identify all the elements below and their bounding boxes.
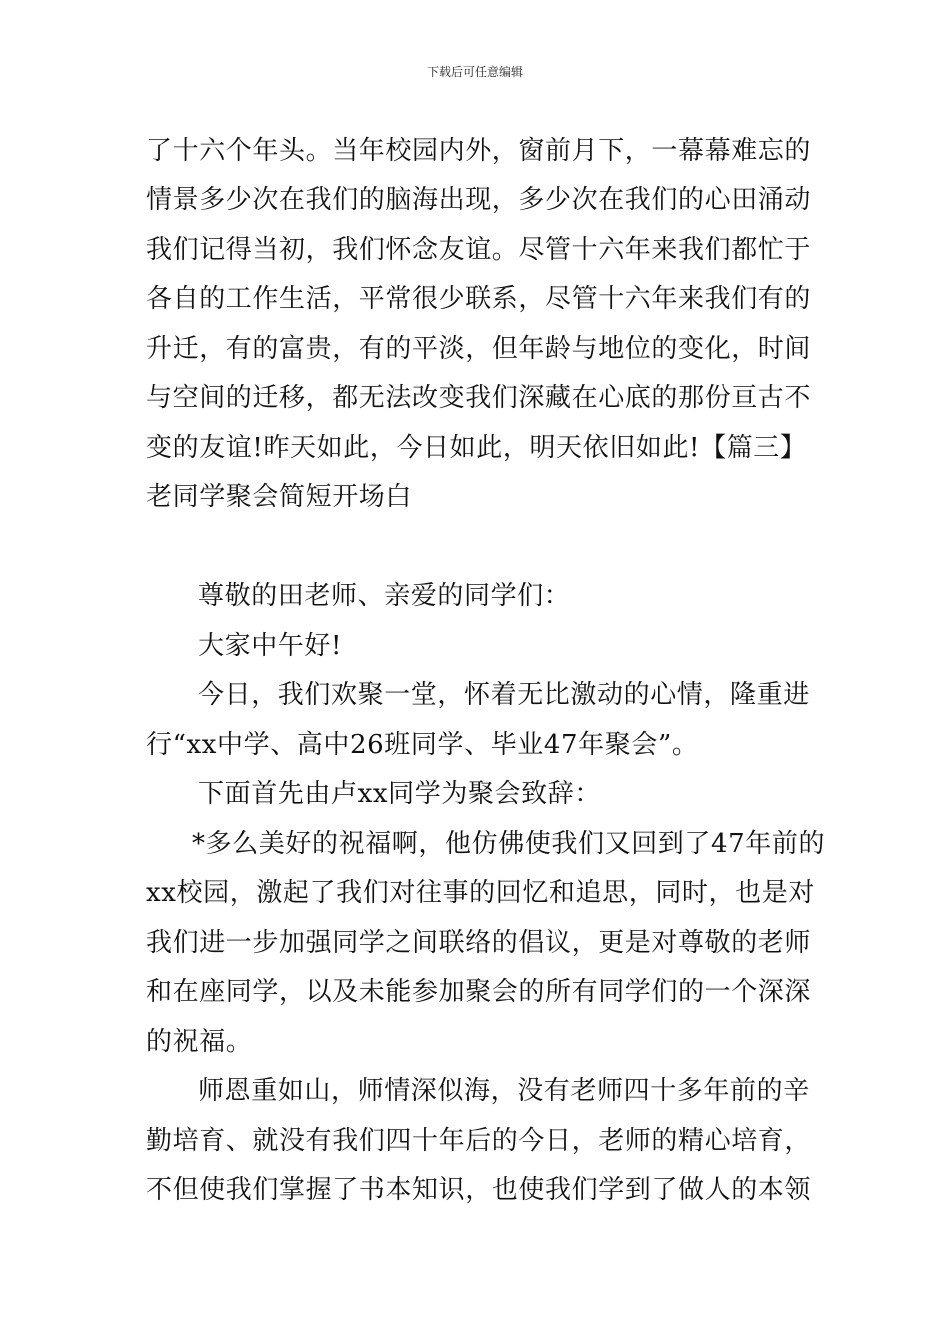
paragraph-start: 下面首先由卢xx同学为聚会致辞： [198,779,601,809]
salutation: 尊敬的田老师、亲爱的同学们： [198,581,571,611]
text-line: 变的友谊!昨天如此，今日如此，明天依旧如此!【篇三】 [146,433,807,463]
paragraph-start: 师恩重如山，师情深似海，没有老师四十多年前的辛 [198,1076,810,1106]
text-line: 升迁，有的富贵，有的平淡，但年龄与地位的变化，时间 [146,334,812,364]
text-line: 我们进一步加强同学之间联络的倡议，更是对尊敬的老师 [146,928,812,958]
text-line: 我们记得当初，我们怀念友谊。尽管十六年来我们都忙于 [146,235,812,265]
text-line: 行“xx中学、高中26班同学、毕业47年聚会”。 [146,730,699,760]
text-line: xx校园，激起了我们对往事的回忆和追思，同时，也是对 [146,878,815,908]
section-title: 老同学聚会简短开场白 [146,482,413,512]
text-line: 了十六个年头。当年校园内外，窗前月下，一幕幕难忘的 [146,136,812,166]
paragraph-start: 今日，我们欢聚一堂，怀着无比激动的心情，隆重进 [198,680,810,710]
text-line: 和在座同学，以及未能参加聚会的所有同学们的一个深深 [146,977,812,1007]
text-line: 各自的工作生活，平常很少联系，尽管十六年来我们有的 [146,284,812,314]
text-line: 勤培育、就没有我们四十年后的今日，老师的精心培育， [146,1126,812,1156]
page-header: 下载后可任意编辑 [426,65,523,79]
text-line: 与空间的迁移，都无法改变我们深藏在心底的那份亘古不 [146,383,812,413]
text-line: 情景多少次在我们的脑海出现，多少次在我们的心田涌动 [146,185,812,215]
greeting: 大家中午好! [198,631,343,661]
paragraph-start: *多么美好的祝福啊，他仿佛使我们又回到了47年前的 [192,829,826,859]
text-line: 的祝福。 [146,1027,253,1057]
text-line: 不但使我们掌握了书本知识，也使我们学到了做人的本领 [146,1175,812,1205]
